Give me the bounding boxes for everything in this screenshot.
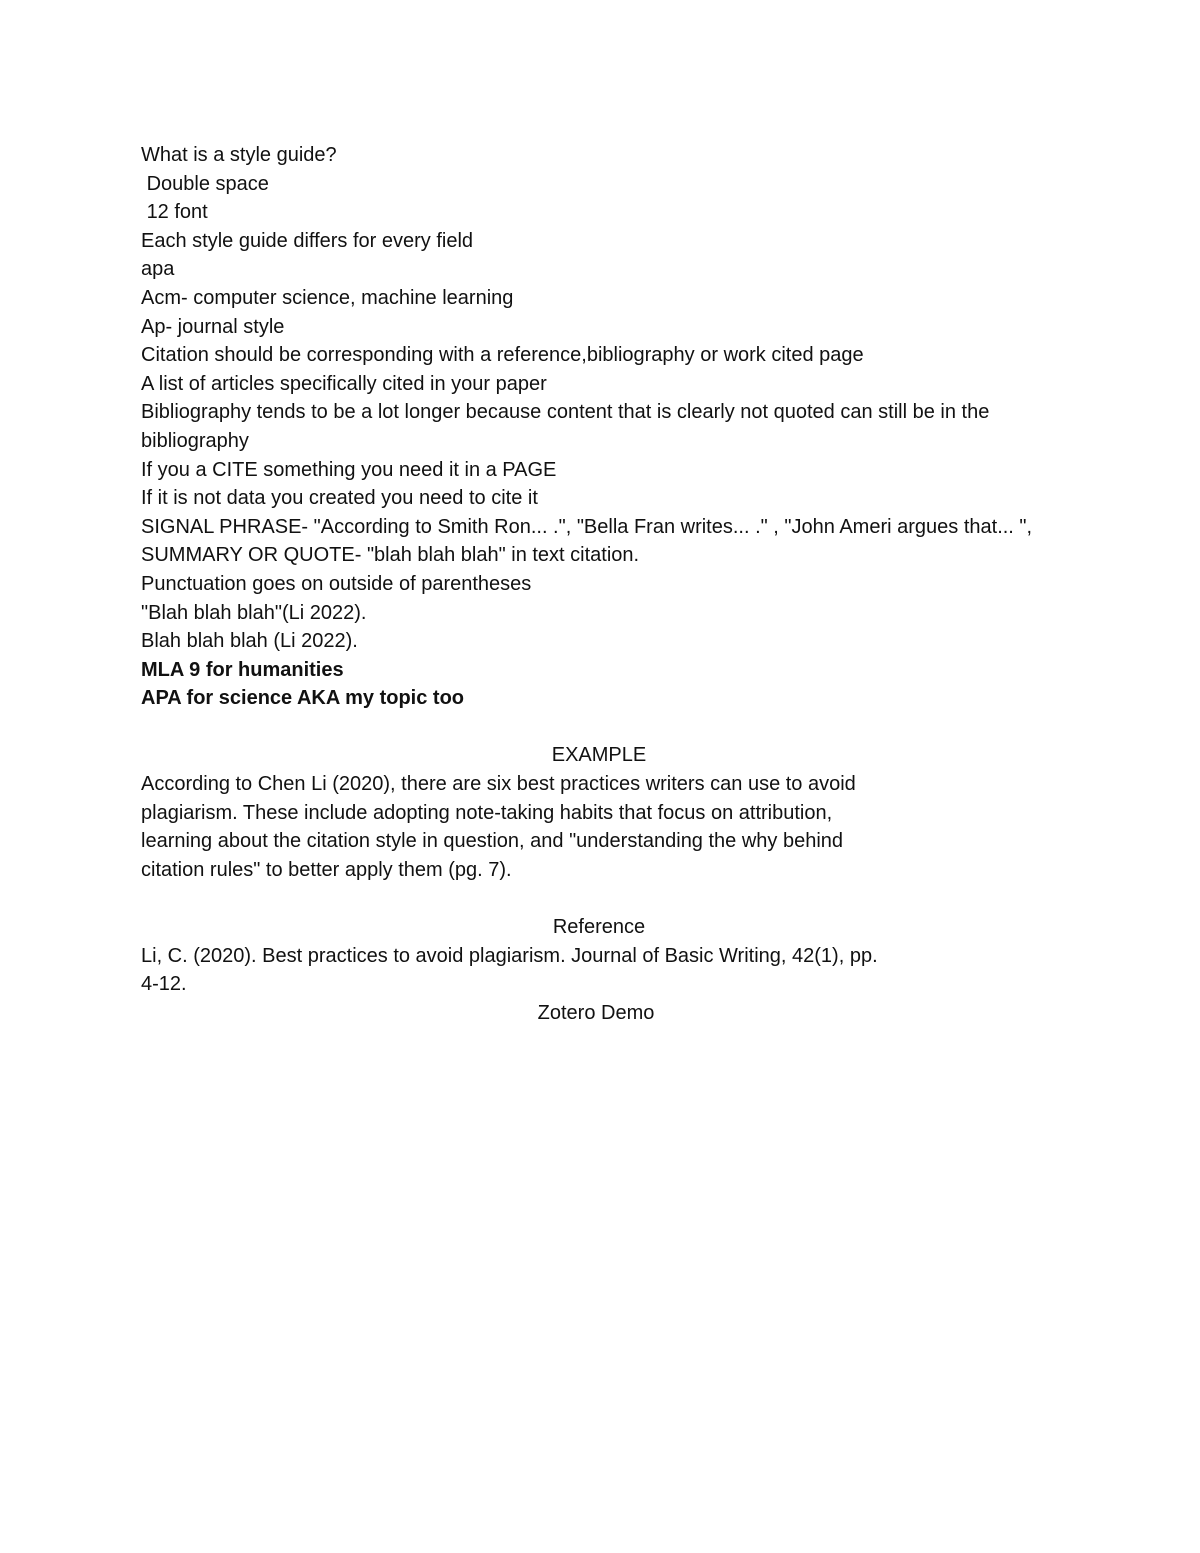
- note-line: A list of articles specifically cited in your paper: [141, 372, 547, 395]
- bold-note-line: APA for science AKA my topic too: [141, 687, 465, 710]
- reference-line: 4-12.: [141, 973, 187, 996]
- blank-line: [141, 884, 1061, 913]
- zotero-demo-label: Zotero Demo: [537, 1001, 655, 1024]
- document-body: [141, 141, 1061, 1027]
- example-heading: EXAMPLE: [551, 744, 647, 767]
- note-line: apa: [141, 258, 175, 281]
- example-line: According to Chen Li (2020), there are six best practices writers can use to avoid: [141, 773, 856, 796]
- example-line: plagiarism. These include adopting note-taking habits that focus on attribution,: [141, 801, 833, 824]
- note-line: If it is not data you created you need to cite it: [141, 487, 538, 510]
- note-line: Punctuation goes on outside of parentheses: [141, 572, 532, 595]
- note-line: If you a CITE something you need it in a PAGE: [141, 458, 557, 481]
- note-line: SIGNAL PHRASE- "According to Smith Ron... .", "Bella Fran writes... ." , "John Ameri argues that... ",: [141, 515, 1033, 538]
- note-line: What is a style guide?: [141, 144, 337, 166]
- note-line: Each style guide differs for every field: [141, 229, 474, 252]
- note-line: Acm- computer science, machine learning: [141, 286, 514, 309]
- note-line: Citation should be corresponding with a reference,bibliography or work cited page: [141, 344, 864, 367]
- note-line: "Blah blah blah"(Li 2022).: [141, 601, 367, 624]
- note-line: Bibliography tends to be a lot longer because content that is clearly not quoted can still be in the bibliography: [141, 401, 995, 452]
- note-line: Double space: [141, 172, 269, 195]
- note-line: Blah blah blah (Li 2022).: [141, 630, 358, 653]
- example-line: citation rules" to better apply them (pg. 7).: [141, 858, 512, 881]
- example-line: learning about the citation style in question, and "understanding the why behind: [141, 830, 844, 853]
- note-line: 12 font: [141, 201, 208, 224]
- bold-note-line: MLA 9 for humanities: [141, 658, 344, 681]
- reference-line: Li, C. (2020). Best practices to avoid plagiarism. Journal of Basic Writing, 42(1), pp.: [141, 944, 878, 967]
- reference-heading: Reference: [552, 916, 646, 939]
- note-line: Ap- journal style: [141, 315, 285, 338]
- example-paragraph: [141, 770, 921, 884]
- note-line: SUMMARY OR QUOTE- "blah blah blah" in text citation.: [141, 544, 640, 567]
- blank-line: [141, 713, 1061, 742]
